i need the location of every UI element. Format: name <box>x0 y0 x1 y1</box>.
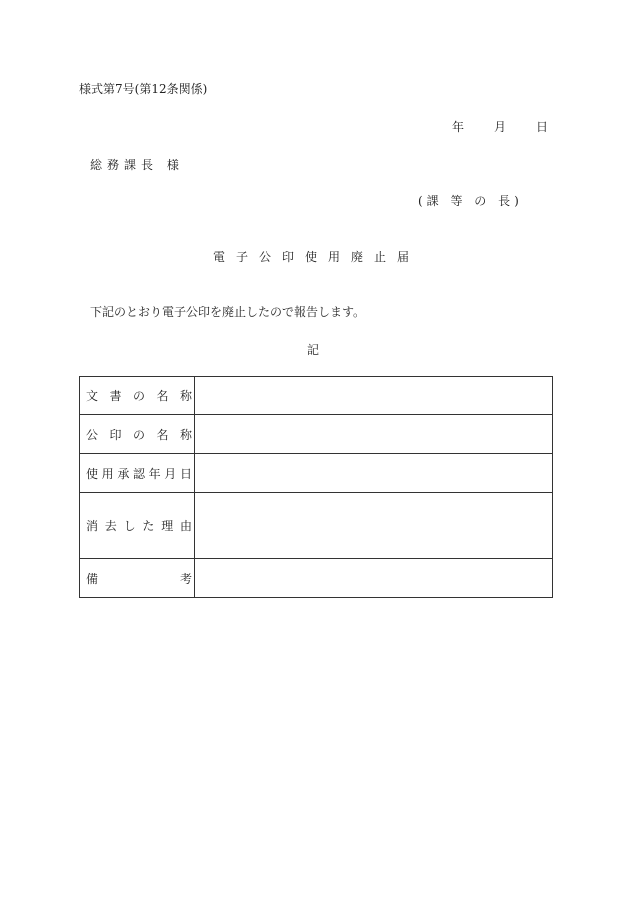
label-seal-name: 公 印 の 名 称 <box>86 427 192 442</box>
date-line <box>452 118 548 135</box>
row-label <box>80 559 195 598</box>
row-label <box>80 415 195 454</box>
row-value[interactable] <box>195 454 553 493</box>
label-doc-name: 文 書 の 名 称 <box>86 389 192 403</box>
label-approval-date: 使 用 承 認 年 月 日 <box>86 466 192 481</box>
table-row <box>80 377 553 415</box>
ki-heading: 記 <box>307 343 320 357</box>
row-label <box>80 454 195 493</box>
row-value[interactable] <box>195 377 553 415</box>
table-row <box>80 415 553 454</box>
body-text: 下記のとおり電子公印を廃止したので報告します。 <box>90 305 366 319</box>
label-remarks: 備 考 <box>86 571 192 586</box>
table-row <box>80 493 553 559</box>
row-value[interactable] <box>195 559 553 598</box>
date-month-label: 月 <box>494 120 507 134</box>
row-value[interactable] <box>195 493 553 559</box>
form-table <box>79 376 553 598</box>
table-row <box>80 454 553 493</box>
row-label <box>80 493 195 559</box>
row-label <box>80 377 195 415</box>
recipient: 総務課長 様 <box>90 158 184 172</box>
date-day-label: 日 <box>536 120 549 134</box>
row-value[interactable] <box>195 415 553 454</box>
sender: (課 等 の 長) <box>418 194 523 208</box>
table-row <box>80 559 553 598</box>
document-title: 電子公印使用廃止届 <box>213 250 421 264</box>
form-number: 様式第7号(第12条関係) <box>79 82 208 96</box>
date-year-label: 年 <box>452 120 465 134</box>
label-erase-reason: 消 去 し た 理 由 <box>86 519 192 533</box>
